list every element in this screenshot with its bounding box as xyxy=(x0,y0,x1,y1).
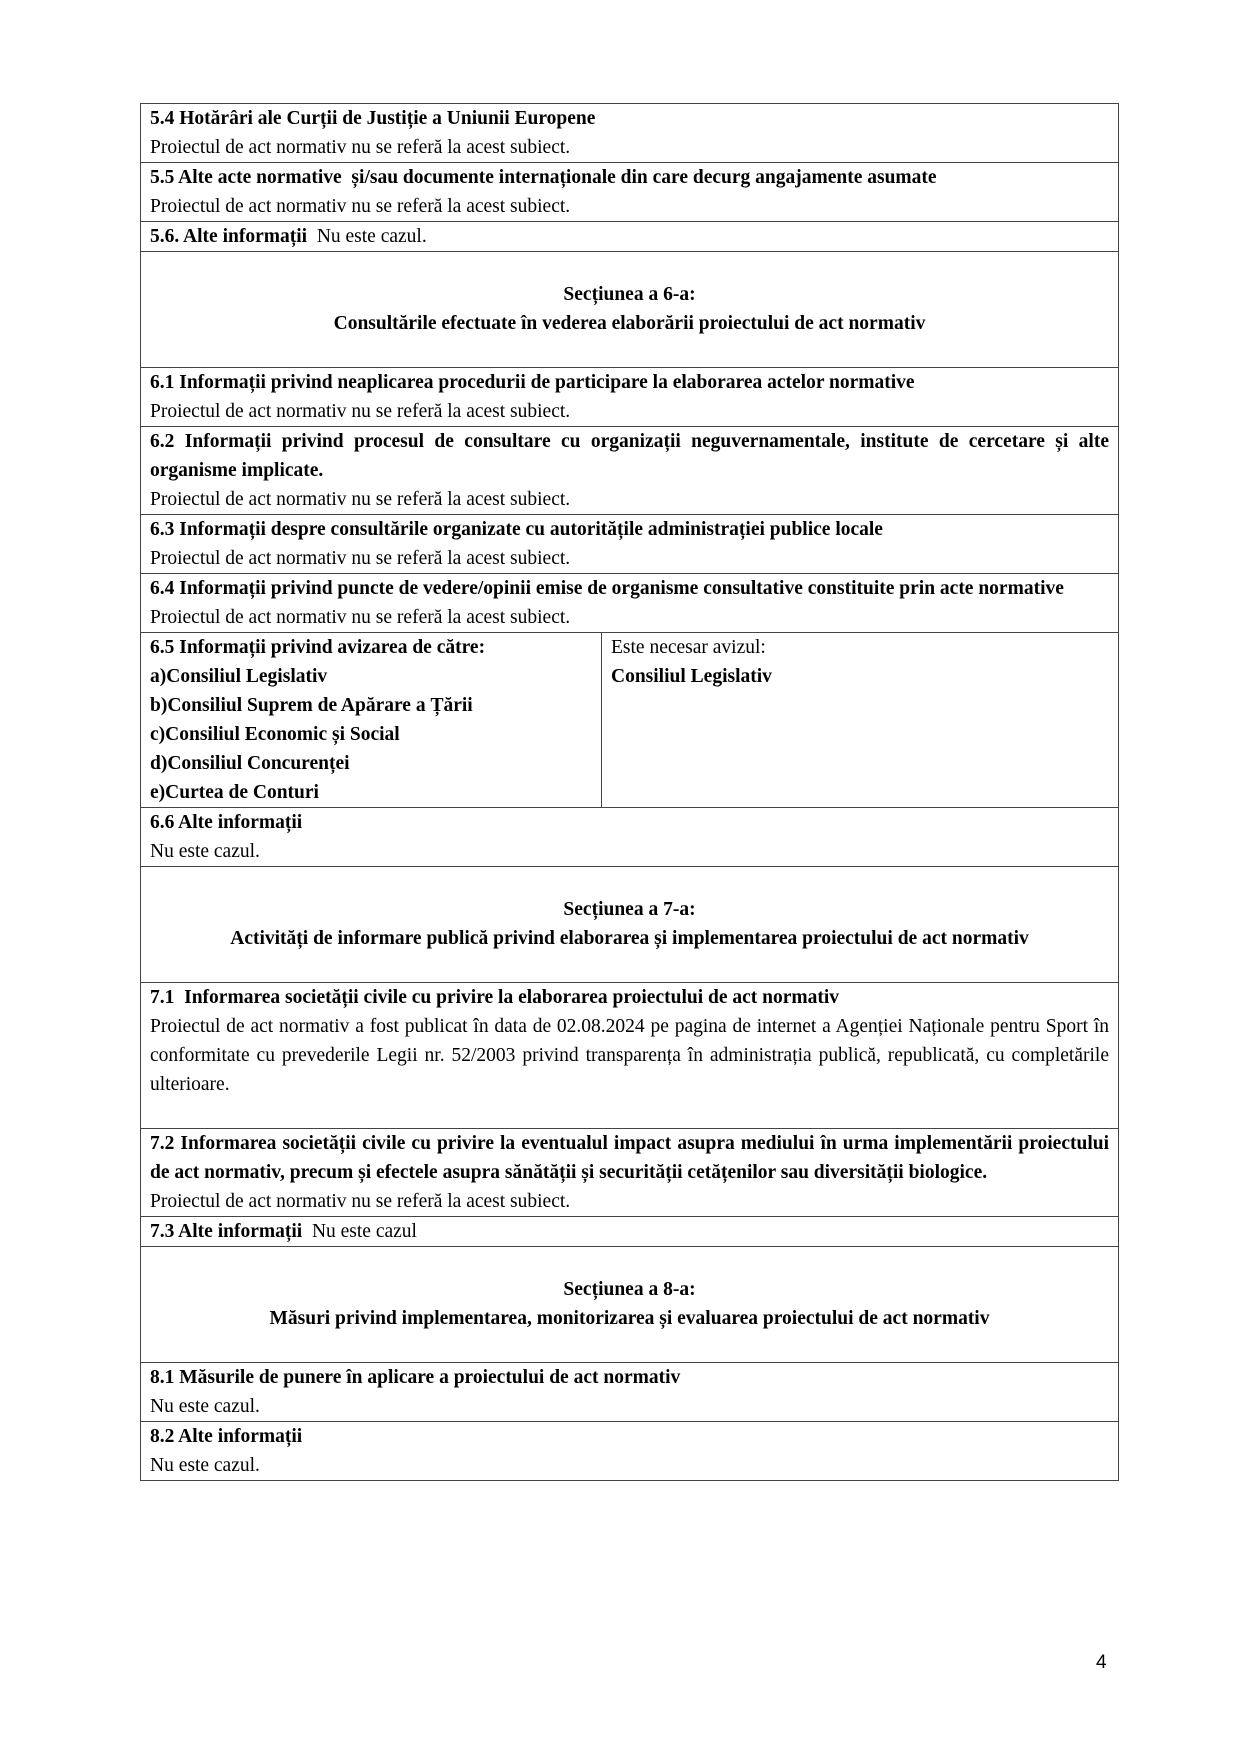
page-number: 4 xyxy=(1096,1652,1107,1673)
row-title: 6.5 Informații privind avizarea de către: xyxy=(150,637,486,658)
section-subheading: Măsuri privind implementarea, monitorizarea și evaluarea proiectului de act normativ xyxy=(269,1308,990,1329)
list-item: d)Consiliul Concurenței xyxy=(150,753,350,774)
row-title: 8.2 Alte informații xyxy=(150,1426,303,1447)
row-8-1 xyxy=(141,1363,1119,1422)
row-text: Nu este cazul. xyxy=(150,841,260,862)
row-text: Proiectul de act normativ nu se referă la acest subiect. xyxy=(150,607,571,628)
section-heading: Secțiunea a 8-a: xyxy=(563,1279,696,1300)
row-title: 7.3 Alte informații xyxy=(150,1221,303,1242)
row-text: Nu este cazul. xyxy=(150,1396,260,1417)
section-heading: Secțiunea a 6-a: xyxy=(563,284,696,305)
row-title: 5.6. Alte informații xyxy=(150,226,308,247)
row-text: Proiectul de act normativ nu se referă la acest subiect. xyxy=(150,1191,571,1212)
row-title: 6.2 Informații privind procesul de consultare cu organizații neguvernamentale, institute de cercetare și alte organisme implicate. xyxy=(150,431,1109,481)
row-title: 5.4 Hotărâri ale Curții de Justiție a Uniunii Europene xyxy=(150,108,596,129)
row-5-5 xyxy=(141,163,1119,222)
row-6-1 xyxy=(141,368,1119,427)
approval-required-cell xyxy=(602,633,1119,808)
approval-label: Este necesar avizul: xyxy=(611,637,766,658)
row-text: Nu este cazul. xyxy=(316,226,427,247)
row-text: Nu este cazul. xyxy=(150,1455,260,1476)
row-8-2 xyxy=(141,1422,1119,1481)
approval-list-cell xyxy=(141,633,602,808)
row-text: Proiectul de act normativ nu se referă la acest subiect. xyxy=(150,137,571,158)
row-5-6 xyxy=(141,222,1119,252)
row-title: 6.1 Informații privind neaplicarea procedurii de participare la elaborarea actelor normative xyxy=(150,372,915,393)
document-table xyxy=(140,103,1119,1481)
row-title: 5.5 Alte acte normative și/sau documente internaționale din care decurg angajamente asumate xyxy=(150,167,937,188)
row-text: Proiectul de act normativ nu se referă la acest subiect. xyxy=(150,548,571,569)
row-title: 6.6 Alte informații xyxy=(150,812,303,833)
section-7-header xyxy=(141,867,1119,983)
section-heading: Secțiunea a 7-a: xyxy=(563,899,696,920)
row-6-2 xyxy=(141,427,1119,515)
list-item: a)Consiliul Legislativ xyxy=(150,666,328,687)
row-6-6 xyxy=(141,808,1119,867)
section-8-header xyxy=(141,1247,1119,1363)
list-item: e)Curtea de Conturi xyxy=(150,782,319,803)
list-item: c)Consiliul Economic și Social xyxy=(150,724,400,745)
row-text: Proiectul de act normativ nu se referă la acest subiect. xyxy=(150,489,571,510)
row-7-3 xyxy=(141,1217,1119,1247)
row-title: 6.4 Informații privind puncte de vedere/opinii emise de organisme consultative constituite prin acte normative xyxy=(150,578,1064,599)
row-text: Proiectul de act normativ a fost publicat în data de 02.08.2024 pe pagina de internet a Agenției Naționale pentru Sport în conformitate cu prevederile Legii nr. 52/2003 privind transparența în administrația publică, republicată, cu completările ulterioare. xyxy=(150,1016,1109,1095)
row-6-3 xyxy=(141,515,1119,574)
row-title: 6.3 Informații despre consultările organizate cu autoritățile administrației publice locale xyxy=(150,519,883,540)
approval-value: Consiliul Legislativ xyxy=(611,666,772,687)
row-title: 7.2 Informarea societății civile cu privire la eventualul impact asupra mediului în urma implementării proiectului de act normativ, precum și efectele asupra sănătății și securității cetățenilor sau diversității biologice. xyxy=(150,1133,1109,1183)
section-subheading: Activități de informare publică privind elaborarea și implementarea proiectului de act normativ xyxy=(230,928,1029,949)
row-text: Nu este cazul xyxy=(311,1221,417,1242)
row-title: 8.1 Măsurile de punere în aplicare a proiectului de act normativ xyxy=(150,1367,681,1388)
section-6-header xyxy=(141,252,1119,368)
row-6-5 xyxy=(141,633,1119,808)
row-5-4 xyxy=(141,104,1119,163)
row-7-1 xyxy=(141,983,1119,1129)
row-title: 7.1 Informarea societății civile cu privire la elaborarea proiectului de act normativ xyxy=(150,987,840,1008)
row-7-2 xyxy=(141,1129,1119,1217)
list-item: b)Consiliul Suprem de Apărare a Țării xyxy=(150,695,473,716)
row-6-4 xyxy=(141,574,1119,633)
section-subheading: Consultările efectuate în vederea elaborării proiectului de act normativ xyxy=(333,313,926,334)
row-text: Proiectul de act normativ nu se referă la acest subiect. xyxy=(150,401,571,422)
row-text: Proiectul de act normativ nu se referă la acest subiect. xyxy=(150,196,571,217)
